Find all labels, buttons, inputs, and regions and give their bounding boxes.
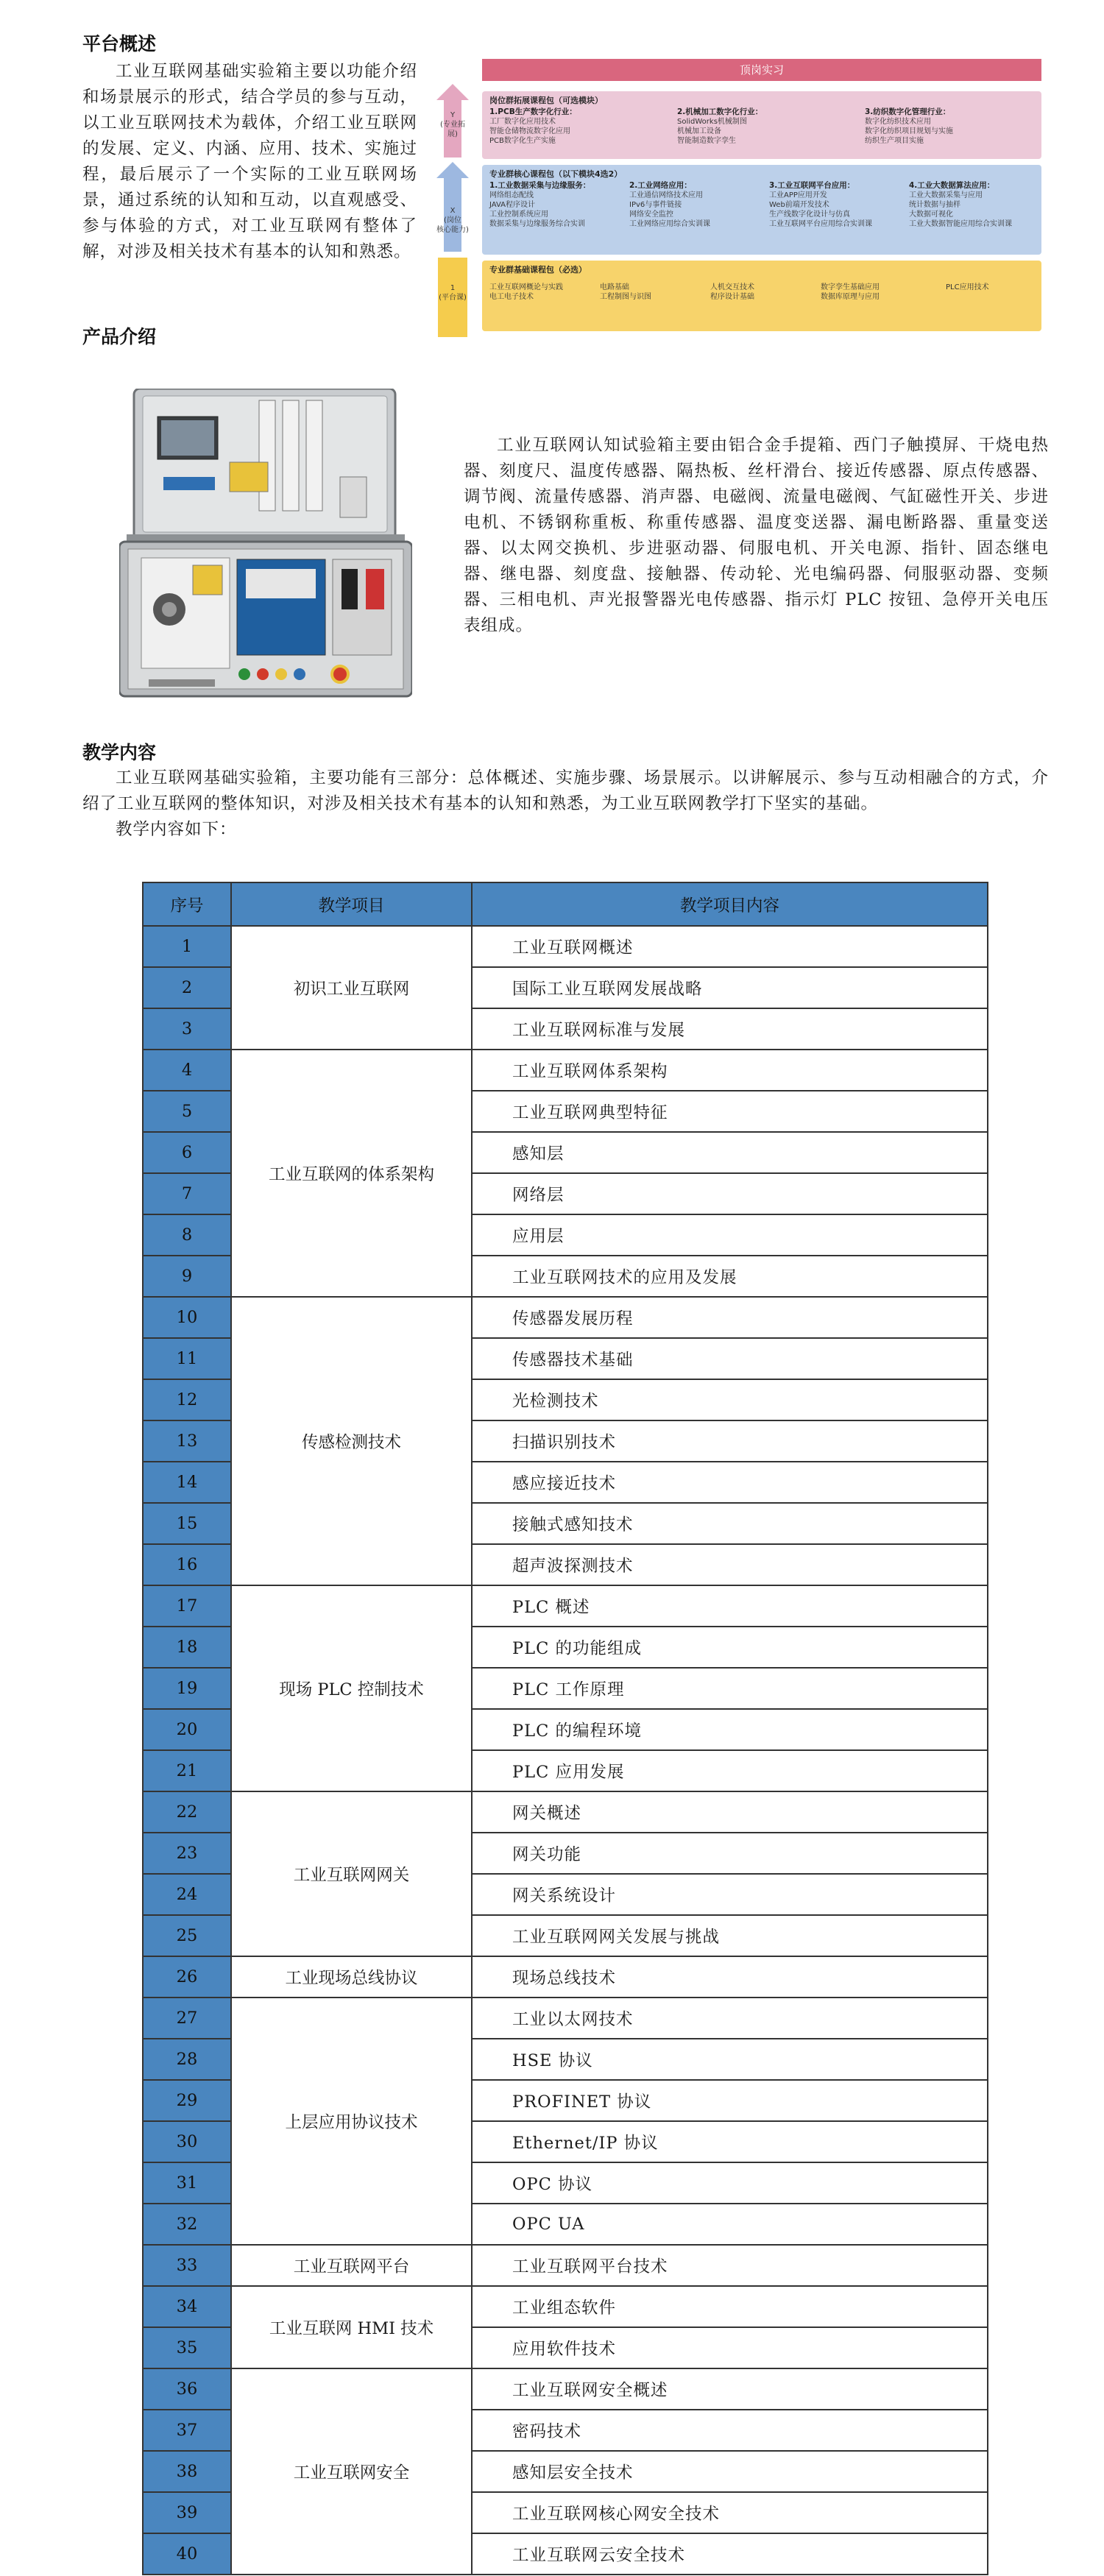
curriculum-diagram: [436, 59, 1041, 339]
table-row: [143, 2286, 988, 2327]
table-row: [143, 1297, 988, 1338]
row-number: 22: [143, 1791, 231, 1833]
box2-col-3: 3.工业互联网平台应用： 工业APP应用开发 Web前端开发技术 生产线数字化设计与仿真 工业互联网平台应用综合实训课: [769, 181, 872, 228]
teaching-text: 工业互联网基础实验箱，主要功能有三部分：总体概述、实施步骤、场景展示。以讲解展示、参与互动相融合的方式，介绍了工业互联网的整体知识，对涉及相关技术有基本的认知和熟悉，为工业互联网教学打下坚实的基础。: [82, 768, 1049, 813]
col-header-project: 教学项目: [231, 882, 472, 926]
row-number: 10: [143, 1297, 231, 1338]
teaching-item-content: PLC 的功能组成: [472, 1627, 988, 1668]
box-expansion-head: 岗位群拓展课程包（可选模块）: [489, 96, 603, 105]
teaching-project: 传感检测技术: [231, 1297, 472, 1585]
teaching-item-content: PLC 工作原理: [472, 1668, 988, 1709]
box1-col-3: 3.纺织数字化管理行业： 数字化纺织技术应用 数字化纺织项目规划与实施 纺织生产项目实施: [865, 107, 953, 145]
teaching-item-content: 应用软件技术: [472, 2327, 988, 2368]
product-case-photo: [119, 389, 412, 705]
teaching-item-content: 工业互联网概述: [472, 926, 988, 967]
base-label: 1 (平台课): [439, 284, 467, 302]
row-number: 37: [143, 2410, 231, 2451]
teaching-item-content: PROFINET 协议: [472, 2080, 988, 2121]
x-label: X (岗位 核心能力): [436, 207, 469, 234]
teaching-item-content: 工业以太网技术: [472, 1998, 988, 2039]
teaching-item-content: 网络层: [472, 1173, 988, 1214]
box2-col-1: 1.工业数据采集与边缘服务： 网络组态配线 JAVA程序设计 工业控制系统应用 数据采集与边缘服务综合实训: [489, 181, 591, 228]
table-body: [143, 926, 988, 2575]
row-number: 32: [143, 2204, 231, 2245]
teaching-item-content: 感应接近技术: [472, 1462, 988, 1503]
teaching-project: 初识工业互联网: [231, 926, 472, 1050]
teaching-item-content: 工业互联网网关发展与挑战: [472, 1915, 988, 1956]
table-row: [143, 926, 988, 967]
teaching-item-content: 网关功能: [472, 1833, 988, 1874]
teaching-item-content: 感知层安全技术: [472, 2451, 988, 2492]
row-number: 39: [143, 2492, 231, 2533]
product-paragraph: [464, 433, 1049, 639]
row-number: 3: [143, 1008, 231, 1050]
teaching-item-content: 感知层: [472, 1132, 988, 1173]
row-number: 4: [143, 1050, 231, 1091]
teaching-item-content: 传感器发展历程: [472, 1297, 988, 1338]
overview-paragraph: [82, 59, 417, 265]
row-number: 38: [143, 2451, 231, 2492]
row-number: 34: [143, 2286, 231, 2327]
teaching-item-content: OPC 协议: [472, 2162, 988, 2204]
teaching-item-content: 工业互联网体系架构: [472, 1050, 988, 1091]
row-number: 19: [143, 1668, 231, 1709]
table-row: [143, 2245, 988, 2286]
teaching-item-content: 工业互联网标准与发展: [472, 1008, 988, 1050]
row-number: 1: [143, 926, 231, 967]
box-core: [482, 165, 1041, 255]
table-row: [143, 1791, 988, 1833]
teaching-intro: 教学内容如下：: [116, 820, 237, 839]
table-row: [143, 1050, 988, 1091]
teaching-item-content: PLC 应用发展: [472, 1750, 988, 1791]
teaching-item-content: 接触式感知技术: [472, 1503, 988, 1544]
teaching-project: 工业现场总线协议: [231, 1956, 472, 1998]
row-number: 18: [143, 1627, 231, 1668]
box3-col-4: 数字孪生基础应用 数据库原理与应用: [821, 283, 880, 301]
teaching-project: 上层应用协议技术: [231, 1998, 472, 2245]
row-number: 40: [143, 2533, 231, 2575]
teaching-project: 工业互联网 HMI 技术: [231, 2286, 472, 2368]
row-number: 29: [143, 2080, 231, 2121]
teaching-item-content: 工业组态软件: [472, 2286, 988, 2327]
table-row: [143, 1956, 988, 1998]
teaching-item-content: Ethernet/IP 协议: [472, 2121, 988, 2162]
teaching-item-content: 密码技术: [472, 2410, 988, 2451]
table-row: [143, 2368, 988, 2410]
teaching-item-content: 应用层: [472, 1214, 988, 1256]
box1-col-1: 1.PCB生产数字化行业： 工厂数字化应用技术 智能仓储物流数字化应用 PCB数字化生产实施: [489, 107, 577, 145]
teaching-item-content: 网关概述: [472, 1791, 988, 1833]
table-row: [143, 1998, 988, 2039]
row-number: 11: [143, 1338, 231, 1379]
teaching-item-content: 超声波探测技术: [472, 1544, 988, 1585]
teaching-item-content: PLC 的编程环境: [472, 1709, 988, 1750]
teaching-item-content: 现场总线技术: [472, 1956, 988, 1998]
row-number: 27: [143, 1998, 231, 2039]
row-number: 20: [143, 1709, 231, 1750]
row-number: 23: [143, 1833, 231, 1874]
row-number: 21: [143, 1750, 231, 1791]
teaching-item-content: 网关系统设计: [472, 1874, 988, 1915]
box3-col-1: 工业互联网概论与实践 电工电子技术: [489, 283, 563, 301]
teaching-item-content: 工业互联网核心网安全技术: [472, 2492, 988, 2533]
row-number: 17: [143, 1585, 231, 1627]
row-number: 30: [143, 2121, 231, 2162]
table-row: [143, 1585, 988, 1627]
y-label: Y (专业拓 展): [440, 111, 465, 138]
row-number: 9: [143, 1256, 231, 1297]
row-number: 16: [143, 1544, 231, 1585]
box3-col-5: PLC应用技术: [946, 283, 989, 291]
teaching-item-content: 传感器技术基础: [472, 1338, 988, 1379]
teaching-item-content: HSE 协议: [472, 2039, 988, 2080]
box-core-head: 专业群核心课程包（以下模块4选2）: [489, 169, 623, 179]
teaching-item-content: 扫描识别技术: [472, 1420, 988, 1462]
row-number: 13: [143, 1420, 231, 1462]
row-number: 28: [143, 2039, 231, 2080]
row-number: 14: [143, 1462, 231, 1503]
box3-col-2: 电路基础 工程制图与识图: [600, 283, 651, 301]
overview-text: 工业互联网基础实验箱主要以功能介绍和场景展示的形式，结合学员的参与互动，以工业互联网技术为载体，介绍工业互联网的发展、定义、内涵、应用、技术、实施过程，最后展示了一个实际的工业互联网场景，通过系统的认知和互动，以直观感受、参与体验的方式，对工业互联网有整体了解，对涉及相关技术有基本的认知和熟悉。: [82, 62, 417, 261]
box-foundation-head: 专业群基础课程包（必选）: [489, 265, 587, 275]
section-title-product: 产品介绍: [82, 326, 157, 347]
table-header-row: [143, 882, 988, 926]
row-number: 31: [143, 2162, 231, 2204]
product-text: 工业互联网认知试验箱主要由铝合金手提箱、西门子触摸屏、干烧电热器、刻度尺、温度传感器、隔热板、丝杆滑台、接近传感器、原点传感器、调节阀、流量传感器、消声器、电磁阀、流量电磁阀、气缸磁性开关、步进电机、不锈钢称重板、称重传感器、温度变送器、漏电断路器、重量变送器、以太网交换机、步进驱动器、伺服电机、开关电源、指针、固态继电器、继电器、刻度盘、接触器、传动轮、光电编码器、伺服驱动器、变频器、三相电机、声光报警器光电传感器、指示灯 PLC 按钮、急停开关电压表组成。: [464, 436, 1049, 635]
col-header-number: 序号: [143, 882, 231, 926]
box-expansion: [482, 91, 1041, 159]
teaching-project: 现场 PLC 控制技术: [231, 1585, 472, 1791]
teaching-item-content: 光检测技术: [472, 1379, 988, 1420]
row-number: 35: [143, 2327, 231, 2368]
box-foundation: [482, 261, 1041, 331]
teaching-item-content: OPC UA: [472, 2204, 988, 2245]
teaching-item-content: 工业互联网平台技术: [472, 2245, 988, 2286]
row-number: 7: [143, 1173, 231, 1214]
row-number: 6: [143, 1132, 231, 1173]
top-banner: 顶岗实习: [482, 59, 1041, 81]
row-number: 26: [143, 1956, 231, 1998]
teaching-item-content: 工业互联网安全概述: [472, 2368, 988, 2410]
box2-col-2: 2.工业网络应用： 工业通信网络技术应用 IPv6与事件链接 网络安全监控 工业网络应用综合实训课: [629, 181, 710, 228]
row-number: 36: [143, 2368, 231, 2410]
teaching-content-table: [142, 882, 988, 2575]
teaching-project: 工业互联网网关: [231, 1791, 472, 1956]
row-number: 2: [143, 967, 231, 1008]
teaching-item-content: 国际工业互联网发展战略: [472, 967, 988, 1008]
row-number: 5: [143, 1091, 231, 1132]
teaching-project: 工业互联网的体系架构: [231, 1050, 472, 1297]
section-title-overview: 平台概述: [82, 33, 157, 54]
section-title-teaching: 教学内容: [82, 742, 157, 763]
teaching-item-content: 工业互联网典型特征: [472, 1091, 988, 1132]
col-header-content: 教学项目内容: [472, 882, 988, 926]
box3-col-3: 人机交互技术 程序设计基础: [710, 283, 754, 301]
row-number: 15: [143, 1503, 231, 1544]
box2-col-4: 4.工业大数据算法应用： 工业大数据采集与应用 统计数据与抽样 大数据可视化 工业大数据智能应用综合实训课: [909, 181, 1012, 228]
row-number: 8: [143, 1214, 231, 1256]
row-number: 33: [143, 2245, 231, 2286]
teaching-project: 工业互联网安全: [231, 2368, 472, 2575]
row-number: 25: [143, 1915, 231, 1956]
teaching-item-content: 工业互联网技术的应用及发展: [472, 1256, 988, 1297]
row-number: 12: [143, 1379, 231, 1420]
box1-col-2: 2.机械加工数字化行业： SolidWorks机械制图 机械加工设备 智能制造数字孪生: [677, 107, 763, 145]
row-number: 24: [143, 1874, 231, 1915]
teaching-item-content: 工业互联网云安全技术: [472, 2533, 988, 2575]
teaching-project: 工业互联网平台: [231, 2245, 472, 2286]
teaching-paragraph: [82, 765, 1049, 843]
teaching-item-content: PLC 概述: [472, 1585, 988, 1627]
